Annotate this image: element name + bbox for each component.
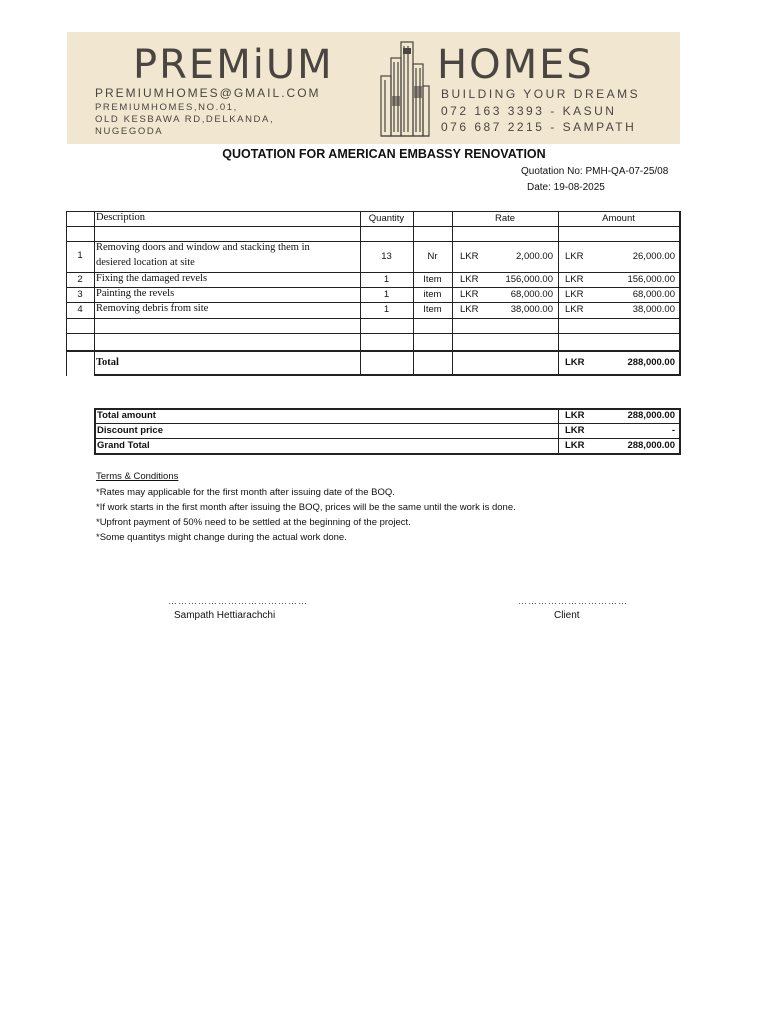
row-number: 3 xyxy=(77,289,83,300)
row-rate: 2,000.00 xyxy=(516,251,553,262)
header-quantity: Quantity xyxy=(368,213,405,224)
quotation-date: Date: 19-08-2025 xyxy=(527,182,605,193)
company-email: PREMIUMHOMES@GMAIL.COM xyxy=(95,86,321,100)
address-line-3: NUGEGODA xyxy=(95,126,164,137)
header-rate: Rate xyxy=(494,213,516,224)
summary-currency: LKR xyxy=(565,425,585,436)
row-rate-currency: LKR xyxy=(460,251,479,262)
row-description: Removing doors and window and stacking them in xyxy=(96,242,310,253)
row-amount-currency: LKR xyxy=(565,304,584,315)
summary-amount: 288,000.00 xyxy=(627,440,675,451)
row-description: Painting the revels xyxy=(96,288,175,299)
row-unit: item xyxy=(423,289,442,300)
row-quantity: 1 xyxy=(383,304,390,315)
summary-label: Grand Total xyxy=(97,440,150,451)
terms-item: *Rates may applicable for the first month after issuing date of the BOQ. xyxy=(96,487,395,498)
terms-item: *If work starts in the first month after issuing the BOQ, prices will be the same until the work is done. xyxy=(96,502,516,513)
total-currency: LKR xyxy=(565,357,585,368)
client-label: Client xyxy=(554,610,580,621)
row-description: Fixing the damaged revels xyxy=(96,273,208,284)
row-unit: Item xyxy=(423,274,442,285)
row-amount: 26,000.00 xyxy=(632,251,675,262)
total-amount: 288,000.00 xyxy=(627,357,675,368)
header-description: Description xyxy=(96,212,145,223)
terms-item: *Upfront payment of 50% need to be settled at the beginning of the project. xyxy=(96,517,411,528)
summary-label: Discount price xyxy=(97,425,163,436)
brand-name-right: HOMES xyxy=(437,42,594,88)
row-quantity: 1 xyxy=(383,274,390,285)
row-amount: 38,000.00 xyxy=(632,304,675,315)
total-label: Total xyxy=(96,357,119,368)
row-rate: 38,000.00 xyxy=(510,304,553,315)
signature-line-right: …………………………… xyxy=(518,596,628,606)
row-description-cont: desiered location at site xyxy=(96,257,195,268)
letterhead-banner xyxy=(67,32,680,144)
row-rate-currency: LKR xyxy=(460,274,479,285)
summary-currency: LKR xyxy=(565,410,585,421)
signatory-name: Sampath Hettiarachchi xyxy=(174,610,276,621)
summary-currency: LKR xyxy=(565,440,585,451)
row-unit: Nr xyxy=(427,251,438,262)
row-rate: 68,000.00 xyxy=(510,289,553,300)
brand-name-left: PREMiUM xyxy=(133,42,334,88)
document-title: QUOTATION FOR AMERICAN EMBASSY RENOVATION xyxy=(222,147,546,161)
tagline: BUILDING YOUR DREAMS xyxy=(441,87,641,101)
summary-table xyxy=(94,408,681,454)
row-rate-currency: LKR xyxy=(460,304,479,315)
row-amount-currency: LKR xyxy=(565,251,584,262)
signature-line-left: …………………………………… xyxy=(168,596,308,606)
header-amount: Amount xyxy=(602,213,635,224)
row-number: 4 xyxy=(77,304,83,315)
row-unit: Item xyxy=(423,304,442,315)
row-amount: 156,000.00 xyxy=(627,274,675,285)
address-line-2: OLD KESBAWA RD,DELKANDA, xyxy=(95,114,275,125)
row-rate: 156,000.00 xyxy=(505,274,553,285)
building-logo-icon xyxy=(377,36,431,140)
row-amount: 68,000.00 xyxy=(632,289,675,300)
row-rate-currency: LKR xyxy=(460,289,479,300)
row-quantity: 13 xyxy=(381,251,392,262)
address-line-1: PREMIUMHOMES,NO.01, xyxy=(95,102,238,113)
boq-table xyxy=(66,211,681,376)
row-amount-currency: LKR xyxy=(565,289,584,300)
quotation-number: Quotation No: PMH-QA-07-25/08 xyxy=(521,166,669,177)
phone-sampath: 076 687 2215 - SAMPATH xyxy=(441,120,637,134)
row-description: Removing debris from site xyxy=(96,303,209,314)
summary-amount: 288,000.00 xyxy=(627,410,675,421)
phone-kasun: 072 163 3393 - KASUN xyxy=(441,104,617,118)
terms-heading: Terms & Conditions xyxy=(96,471,179,482)
row-amount-currency: LKR xyxy=(565,274,584,285)
row-number: 1 xyxy=(77,250,83,261)
summary-amount: - xyxy=(671,425,675,436)
row-quantity: 1 xyxy=(383,289,390,300)
terms-item: *Some quantitys might change during the actual work done. xyxy=(96,532,347,543)
row-number: 2 xyxy=(77,274,83,285)
summary-label: Total amount xyxy=(97,410,156,421)
